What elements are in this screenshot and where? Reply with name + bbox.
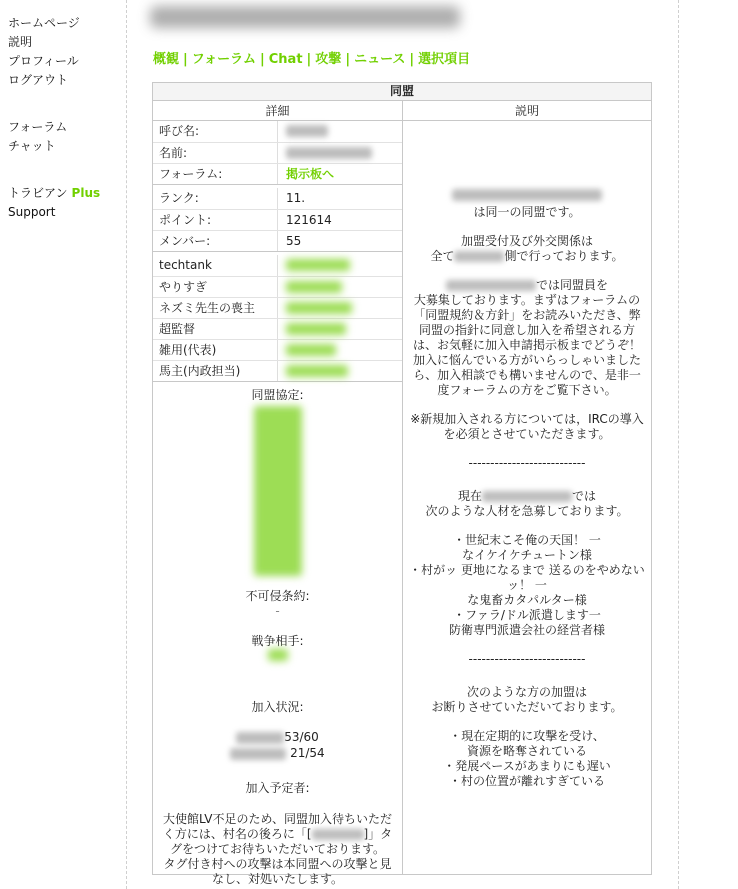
role-label: techtank <box>153 255 278 276</box>
sidebar-item-profile[interactable]: プロフィール <box>8 54 79 68</box>
role-label: やりすぎ <box>153 277 278 297</box>
desc-line: なイケイケチュートン様 <box>462 548 592 562</box>
role-holder-redacted[interactable] <box>278 361 402 381</box>
desc-paragraph: 加入に悩んでいる方がいらっしゃいましたら、加入相談でも構いませんので、是非一度フォーラムの方をご覧下さい。 <box>412 353 641 397</box>
members-value: 55 <box>286 234 302 248</box>
separator: | <box>409 52 415 67</box>
plus-label: Plus <box>71 186 101 200</box>
join-status-line <box>153 729 402 745</box>
roles-group <box>153 255 402 382</box>
alliance-table <box>152 82 652 886</box>
sidebar-item-forum[interactable]: フォーラム <box>8 120 68 134</box>
table-row <box>153 318 402 339</box>
role-holder-redacted[interactable] <box>278 340 402 360</box>
note-text: ]」タグをつけてお待ちいただいております。 <box>169 827 393 856</box>
basic-info-group <box>153 121 402 185</box>
desc-line: 防衛専門派遣会社の経営者様 <box>448 623 605 637</box>
role-holder-redacted[interactable] <box>278 255 402 276</box>
members-label: メンバー: <box>153 231 278 251</box>
desc-line: 次のような人材を急募しております。 <box>425 504 629 518</box>
join-count: 53/60 <box>284 730 319 744</box>
nap-label: 不可侵条約: <box>245 589 310 603</box>
forum-label: フォーラム: <box>153 164 278 184</box>
separator: | <box>260 52 265 67</box>
desc-line: お断りさせていただいております。 <box>431 700 623 714</box>
role-label: 雑用(代表) <box>153 340 278 360</box>
forum-link[interactable]: 掲示板へ <box>286 167 335 181</box>
description-column-header: 説明 <box>403 101 651 121</box>
desc-text: 側で行っております。 <box>504 249 624 263</box>
desc-line: ・現在定期的に攻撃を受け、 <box>449 729 605 743</box>
desc-paragraph: ※新規加入される方については，IRCの導入を必須とさせていただきます。 <box>410 412 644 441</box>
sidebar-spacer <box>8 90 118 118</box>
desc-line <box>409 249 645 264</box>
desc-text: では <box>572 489 597 503</box>
desc-paragraph: 大募集しております。まずはフォーラムの「同盟規約＆方針」をお読みいただき、弊同盟の指針に同意し加入を希望される方は、お気軽に加入申請掲示板までどうぞ！ <box>412 293 641 352</box>
table-row <box>153 255 402 276</box>
planned-members-note <box>153 812 402 887</box>
separator: | <box>345 52 351 67</box>
desc-text: 現在 <box>457 489 482 503</box>
table-row <box>153 209 402 230</box>
desc-line: ・ファラ/ドル派遣します一 <box>453 608 601 622</box>
desc-line: ・村の位置が離れすぎている <box>448 774 605 788</box>
desc-line: 次のような方の加盟は <box>466 685 587 699</box>
menu-attacks[interactable]: 攻撃 <box>315 52 342 67</box>
menu-chat[interactable]: Chat <box>268 52 303 67</box>
content-right-border <box>678 0 679 889</box>
points-label: ポイント: <box>153 210 278 230</box>
table-row <box>153 360 402 381</box>
separator: | <box>183 52 188 67</box>
desc-text: では同盟員を <box>535 278 608 292</box>
war-list-redacted[interactable] <box>153 649 402 664</box>
desc-divider: --------------------------- <box>468 456 586 470</box>
menu-news[interactable]: ニュース <box>354 52 406 67</box>
confederacy-list-redacted[interactable] <box>153 406 402 579</box>
rank-label: ランク: <box>153 188 278 209</box>
content-left-border <box>126 0 127 889</box>
desc-text: 全て <box>430 249 455 263</box>
menu-overview[interactable]: 概観 <box>153 52 180 67</box>
join-status-label: 加入状況: <box>251 700 304 714</box>
desc-line: ・世紀末こそ俺の天国！ 一 <box>453 533 601 547</box>
nap-value: - <box>275 604 280 618</box>
sidebar-item-support[interactable]: Support <box>8 205 56 219</box>
war-label: 戦争相手: <box>251 634 304 648</box>
alliance-menu <box>153 48 470 67</box>
confederacy-label: 同盟協定: <box>251 388 304 402</box>
note-text: 大使館LV不足のため、同盟加入待ちいただく方には、村名の後ろに「[ <box>162 812 393 841</box>
role-label: 超監督 <box>153 319 278 339</box>
travian-label: トラビアン <box>8 186 68 200</box>
tag-value-redacted <box>278 121 402 142</box>
desc-line <box>409 489 645 504</box>
note-text: タグ付き村への攻撃は本同盟への攻撃と見なし、対処いたします。 <box>163 857 392 886</box>
desc-line: ・発展ペースがあまりにも遅い <box>443 759 611 773</box>
desc-line: 加盟受付及び外交関係は <box>460 234 593 248</box>
role-holder-redacted[interactable] <box>278 298 402 318</box>
role-label: ネズミ先生の喪主 <box>153 298 278 318</box>
menu-forum[interactable]: フォーラム <box>191 52 256 67</box>
join-status-line <box>153 745 402 761</box>
sidebar-spacer <box>8 156 118 184</box>
tag-label: 呼び名: <box>153 121 278 142</box>
sidebar-item-travian-plus[interactable] <box>8 184 118 203</box>
desc-line: 資源を略奪されている <box>466 744 587 758</box>
name-value-redacted <box>278 143 402 163</box>
desc-divider: --------------------------- <box>468 652 586 666</box>
separator: | <box>306 52 312 67</box>
redacted-alliance-names <box>409 189 645 205</box>
desc-line: な鬼畜カタパルター様 <box>467 593 587 607</box>
desc-line: ・村がッ 更地になるまで 送るのをやめないッ！ 一 <box>409 563 645 592</box>
table-row <box>153 188 402 209</box>
points-value: 121614 <box>286 213 332 227</box>
role-label: 馬主(内政担当) <box>153 361 278 381</box>
stats-group <box>153 188 402 252</box>
table-row <box>153 339 402 360</box>
table-row <box>153 276 402 297</box>
planned-members-label: 加入予定者: <box>245 781 310 795</box>
table-row <box>153 230 402 251</box>
left-sidebar <box>8 14 118 222</box>
join-status-values <box>153 729 402 761</box>
description-column <box>403 121 651 874</box>
alliance-title-redacted <box>150 6 460 28</box>
table-row <box>153 121 402 142</box>
desc-line: は同一の同盟です。 <box>473 205 581 219</box>
rank-value: 11. <box>286 191 306 205</box>
role-holder-redacted[interactable] <box>278 277 402 297</box>
sidebar-item-manual[interactable]: 説明 <box>8 35 33 49</box>
join-count: 21/54 <box>290 746 325 760</box>
name-label: 名前: <box>153 143 278 163</box>
menu-options[interactable]: 選択項目 <box>418 52 471 67</box>
desc-line <box>409 278 645 293</box>
table-row <box>153 163 402 184</box>
details-column <box>153 121 403 886</box>
role-holder-redacted[interactable] <box>278 319 402 339</box>
sidebar-item-homepage[interactable]: ホームページ <box>8 16 80 30</box>
table-row <box>153 142 402 163</box>
sidebar-item-chat[interactable]: チャット <box>8 139 56 153</box>
table-header: 同盟 <box>153 83 651 101</box>
details-column-header: 詳細 <box>153 101 403 121</box>
table-row <box>153 297 402 318</box>
sidebar-item-logout[interactable]: ログアウト <box>8 73 69 87</box>
